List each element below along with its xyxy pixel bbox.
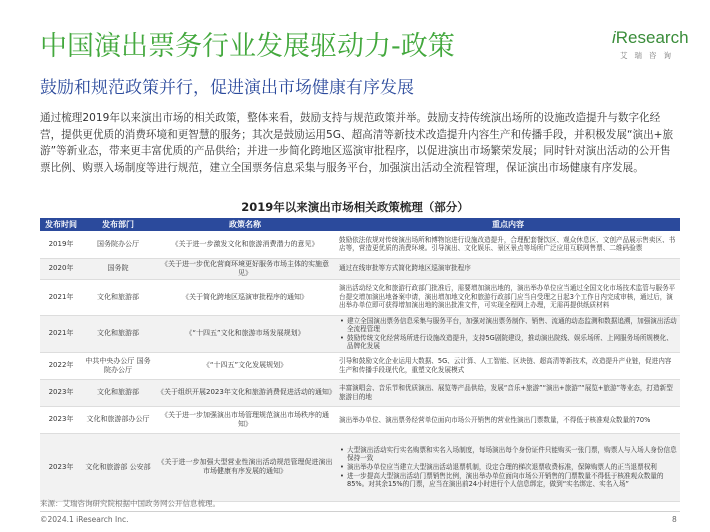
cell-year: 2021年 <box>40 279 82 315</box>
cell-content <box>336 433 680 501</box>
cell-content: 鼓励依法依规对传统演出场所和博物馆进行设施改造提升，合理配套餐饮区、观众休息区、文创产品展示售卖区、书店等，营造更优质的消费环境。引导演出、文化娱乐、景区景点等场所广泛应用互联网售票、二维码验票 <box>336 231 680 258</box>
content-bullet: • 建立全国演出票务信息采集与服务平台，加强对演出票务制作、销售、流通的动态监测和数据追溯，加强演出活动全流程管理 <box>339 317 677 334</box>
logo-prefix: i <box>612 28 616 47</box>
cell-year: 2023年 <box>40 433 82 501</box>
table-row <box>40 352 680 379</box>
col-header-year: 发布时间 <box>40 218 82 231</box>
page-subtitle: 鼓励和规范政策并行，促进演出市场健康有序发展 <box>40 78 414 98</box>
content-bullet: • 鼓励传统文化经营场所进行设施改造提升，支持5G剧院建设，推动演出院线、娱乐场所、上网服务场所规模化、品牌化发展 <box>339 334 677 351</box>
content-bullet: • 进一步提高大型演出活动门票销售比例，演出举办单位面向市场公开销售的门票数量不得低于核准观众数量的85%。对其余15%的门票，应当在演出前24小时进行个人信息绑定，做到“实名绑定、实名入场” <box>339 472 677 489</box>
footer-divider <box>40 511 680 512</box>
cell-content <box>336 315 680 352</box>
table-header-row <box>40 218 680 231</box>
cell-policy: 《关于进一步加强大型营业性演出活动规范管理促进演出市场健康有序发展的通知》 <box>154 433 336 501</box>
cell-content: 通过在线审批等方式简化跨地区巡演审批程序 <box>336 258 680 279</box>
content-bullet: • 大型演出活动实行实名购票和实名入场制度，每场演出每个身份证件只能购买一张门票，购票人与入场人身份信息保持一致 <box>339 446 677 463</box>
table-title: 2019年以来演出市场相关政策梳理（部分） <box>241 200 469 214</box>
cell-policy: 《关于进一步优化营商环境更好服务市场主体的实施意见》 <box>154 258 336 279</box>
table-row <box>40 379 680 406</box>
logo-wordmark <box>612 28 689 48</box>
table-row <box>40 258 680 279</box>
table-row <box>40 231 680 258</box>
cell-department: 文化和旅游部办公厅 <box>82 406 154 433</box>
iresearch-logo <box>612 28 690 64</box>
table-row <box>40 406 680 433</box>
cell-content: 引导和鼓励文化企业运用大数据、5G、云计算、人工智能、区块链、超高清等新技术，改造提升产业链，促进内容生产和传播手段现代化，重塑文化发展模式 <box>336 352 680 379</box>
cell-year: 2019年 <box>40 231 82 258</box>
cell-year: 2022年 <box>40 352 82 379</box>
table-row <box>40 315 680 352</box>
cell-department: 文化和旅游部 <box>82 279 154 315</box>
copyright: ©2024.1 iResearch Inc. <box>40 515 129 524</box>
cell-department: 文化和旅游部 <box>82 315 154 352</box>
cell-policy: 《“十四五”文化和旅游市场发展规划》 <box>154 315 336 352</box>
logo-brand-name: Research <box>615 28 689 47</box>
cell-policy: 《关于进一步加强演出市场管理规范演出市场秩序的通知》 <box>154 406 336 433</box>
table-row <box>40 279 680 315</box>
cell-policy: 《关于组织开展2023年文化和旅游消费促进活动的通知》 <box>154 379 336 406</box>
cell-department: 中共中央办公厅 国务院办公厅 <box>82 352 154 379</box>
cell-department: 国务院办公厅 <box>82 231 154 258</box>
page-number: 8 <box>672 515 677 524</box>
cell-year: 2020年 <box>40 258 82 279</box>
cell-policy: 《关于进一步激发文化和旅游消费潜力的意见》 <box>154 231 336 258</box>
policy-table <box>40 218 680 502</box>
col-header-content: 重点内容 <box>336 218 680 231</box>
cell-year: 2023年 <box>40 379 82 406</box>
cell-content: 演出活动经文化和旅游行政部门批准后，需要增加演出地的，演出举办单位应当通过全国文化市场技术监管与服务平台提交增加演出地备案申请，演出增加地文化和旅游行政部门应当自受理之日起3个工作日内完成审核，通过后，演出举办单位即可获得增加演出地的演出批准文件，可实现全程网上办理，无需再提供纸质材料 <box>336 279 680 315</box>
source-note: 来源：艾瑞咨询研究院根据中国政务网公开信息梳理。 <box>40 499 220 508</box>
cell-policy: 《关于简化跨地区巡演审批程序的通知》 <box>154 279 336 315</box>
cell-department: 国务院 <box>82 258 154 279</box>
content-bullet: • 演出举办单位应当建立大型演出活动退票机制，设定合理的梯次退票收费标准，保障购票人的正当退票权利 <box>339 463 677 472</box>
table-row <box>40 433 680 501</box>
col-header-department: 发布部门 <box>82 218 154 231</box>
col-header-policy: 政策名称 <box>154 218 336 231</box>
cell-department: 文化和旅游部 公安部 <box>82 433 154 501</box>
cell-policy: 《“十四五”文化发展规划》 <box>154 352 336 379</box>
cell-department: 文化和旅游部 <box>82 379 154 406</box>
page-title: 中国演出票务行业发展驱动力-政策 <box>40 31 455 62</box>
logo-tagline: 艾瑞咨询 <box>620 51 678 60</box>
cell-content: 演出举办单位、演出票务经营单位面向市场公开销售的营业性演出门票数量，不得低于核准观众数量的70% <box>336 406 680 433</box>
cell-year: 2023年 <box>40 406 82 433</box>
intro-paragraph: 通过梳理2019年以来演出市场的相关政策，整体来看，鼓励支持与规范政策并举。鼓励支持传统演出场所的设施改造提升与数字化经营，提供更优质的消费环境和更智慧的服务；其次是鼓励运用5G、超高清等新技术改造提升内容生产和传播手段，并积极发展“演出+旅游”等新业态，带来更丰富优质的产品供给；并进一步简化跨地区巡演审批程序，以促进演出市场繁荣发展；同时针对演出活动的公开售票比例、购票入场制度等进行规范，建立全国票务信息采集与服务平台，加强演出活动全流程管理，保证演出市场健康有序发展。 <box>40 112 674 174</box>
cell-content: 丰富演唱会、音乐节和优质演出、展览等产品供给，发展“音乐+旅游”“演出+旅游”“展览+旅游”等业态，打造新型旅游目的地 <box>336 379 680 406</box>
cell-year: 2021年 <box>40 315 82 352</box>
